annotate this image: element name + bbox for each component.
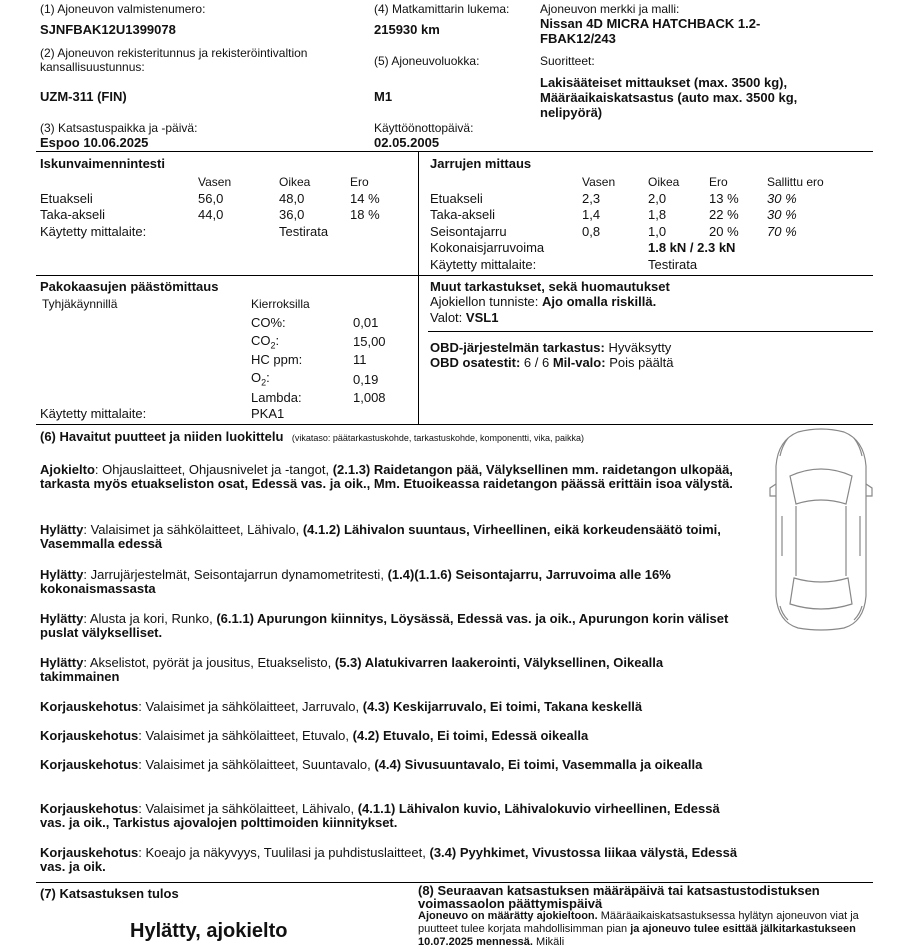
lights: Valot: VSL1	[430, 310, 499, 325]
other-title: Muut tarkastukset, sekä huomautukset	[430, 279, 670, 294]
next-text: Ajoneuvo on määrätty ajokieltoon. Määräaikaiskatsastuksessa hylätyn ajoneuvon viat ja puutteet tulee korjata mahdollisimman pian ja ajoneuvo tulee esittää jälkitarkastukseen 10.07.2025 mennessä. Mikäli	[418, 910, 859, 948]
shock-device-label: Käytetty mittalaite:	[40, 224, 147, 239]
divider	[36, 151, 873, 152]
brakes-total: 1.8 kN / 2.3 kN	[648, 240, 736, 255]
lambda-value: 1,008	[353, 390, 386, 405]
class-value: M1	[374, 89, 393, 104]
reg-value: UZM-311 (FIN)	[40, 89, 127, 104]
odometer-label: (4) Matkamittarin lukema:	[374, 2, 510, 16]
first-use-label: Käyttöönottopäivä:	[374, 121, 474, 135]
defect-item: Korjauskehotus: Valaisimet ja sähkölaitteet, Suuntavalo, (4.4) Sivusuuntavalo, Ei toimi, Vasemmalla ja oikealla	[40, 757, 703, 772]
defect-item: Korjauskehotus: Koeajo ja näkyvyys, Tuulilasi ja puhdistuslaitteet, (3.4) Pyyhkimet, Vivustossa liikaa välystä, Edessä vas. ja oik.	[40, 845, 738, 874]
divider	[36, 275, 873, 276]
obd-check: OBD-järjestelmän tarkastus: Hyväksytty	[430, 340, 672, 355]
serial-value: SJNFBAK12U1399078	[40, 22, 176, 37]
place-value: Espoo 10.06.2025	[40, 135, 149, 150]
co2-value: 15,00	[353, 334, 386, 349]
defect-item: Korjauskehotus: Valaisimet ja sähkölaitteet, Etuvalo, (4.2) Etuvalo, Ei toimi, Edessä oikealla	[40, 728, 589, 743]
shock-device: Testirata	[279, 224, 329, 239]
o2-value: 0,19	[353, 372, 379, 387]
brakes-total-label: Kokonaisjarruvoima	[430, 240, 545, 255]
defect-item: Hylätty: Alusta ja kori, Runko, (6.1.1) Apurungon kiinnitys, Löysässä, Edessä vas. ja oik., Apurungon korin väliset puslat välykselliset.	[40, 611, 729, 640]
performed-value: Lakisääteiset mittaukset (max. 3500 kg), Määräaikaiskatsastus (auto max. 3500 kg, nelipyörä)	[540, 75, 798, 120]
shock-col-left: Vasen	[198, 175, 232, 189]
defect-item: Korjauskehotus: Valaisimet ja sähkölaitteet, Lähivalo, (4.1.1) Lähivalon kuvio, Lähivalokuvio virheellinen, Edessä vas. ja oik., Tarkistus ajovalojen polttimoiden kiinnitykset.	[40, 801, 720, 830]
reg-label: (2) Ajoneuvon rekisteritunnus ja rekisteröintivaltion kansallisuustunnus:	[40, 46, 308, 74]
emissions-device: PKA1	[251, 406, 285, 421]
emissions-title: Pakokaasujen päästömittaus	[40, 279, 219, 294]
serial-label: (1) Ajoneuvon valmistenumero:	[40, 2, 206, 16]
obd-subtests: OBD osatestit: 6 / 6 Mil-valo: Pois päältä	[430, 355, 674, 370]
co-label: CO%:	[251, 315, 286, 330]
hc-value: 11	[353, 352, 367, 367]
brakes-col-left: Vasen	[582, 175, 616, 189]
defect-item: Hylätty: Jarrujärjestelmät, Seisontajarrun dynamometritesti, (1.4)(1.1.6) Seisontajarru, Jarruvoima alle 16% kokonaismassasta	[40, 567, 671, 596]
divider	[36, 424, 873, 425]
brakes-device: Testirata	[648, 257, 698, 272]
lambda-label: Lambda:	[251, 390, 302, 405]
defect-item: Hylätty: Valaisimet ja sähkölaitteet, Lähivalo, (4.1.2) Lähivalon suuntaus, Virheellinen, eikä korkeudensäätö toimi, Vasemmalla edessä	[40, 522, 721, 551]
shock-col-diff: Ero	[350, 175, 369, 189]
next-title: (8) Seuraavan katsastuksen määräpäivä tai katsastustodistuksen voimassaolon päättymispäivä	[418, 883, 820, 911]
emissions-idle-label: Tyhjäkäynnillä	[42, 297, 118, 311]
emissions-device-label: Käytetty mittalaite:	[40, 406, 147, 421]
emissions-rpm-label: Kierroksilla	[251, 297, 310, 311]
result-value: Hylätty, ajokielto	[130, 920, 288, 942]
brakes-device-label: Käytetty mittalaite:	[430, 257, 537, 272]
make-label: Ajoneuvon merkki ja malli:	[540, 2, 680, 16]
defect-item: Korjauskehotus: Valaisimet ja sähkölaitteet, Jarruvalo, (4.3) Keskijarruvalo, Ei toimi, Takana keskellä	[40, 699, 643, 714]
ban-tag: Ajokiellon tunniste: Ajo omalla riskillä.	[430, 294, 657, 309]
class-label: (5) Ajoneuvoluokka:	[374, 54, 480, 68]
divider	[428, 331, 873, 332]
result-title: (7) Katsastuksen tulos	[40, 886, 179, 901]
co-value: 0,01	[353, 315, 379, 330]
odometer-value: 215930 km	[374, 22, 440, 37]
defect-item: Ajokielto: Ohjauslaitteet, Ohjausnivelet ja -tangot, (2.1.3) Raidetangon pää, Välyksellinen mm. raidetangon ulkopää, tarkasta myös etuakseliston osat, Edessä vas. ja oik., Mm. Etuoikeassa raidetangon päässä erittäin isoa välystä.	[40, 462, 733, 491]
brakes-col-right: Oikea	[648, 175, 680, 189]
place-label: (3) Katsastuspaikka ja -päivä:	[40, 121, 198, 135]
shock-title: Iskunvaimennintesti	[40, 156, 165, 171]
first-use-value: 02.05.2005	[374, 135, 440, 150]
hc-label: HC ppm:	[251, 352, 303, 367]
o2-label: $O_2$:	[251, 370, 270, 388]
brakes-col-allowed: Sallittu ero	[767, 175, 824, 189]
divider	[418, 151, 419, 424]
defects-header: (6) Havaitut puutteet ja niiden luokittelu (vikataso: päätarkastuskohde, tarkastuskohde, komponentti, vika, paikka)	[40, 429, 585, 444]
car-top-view-icon	[768, 426, 874, 632]
brakes-title: Jarrujen mittaus	[430, 156, 532, 171]
brakes-col-diff: Ero	[709, 175, 728, 189]
defect-item: Hylätty: Akselistot, pyörät ja jousitus, Etuakselisto, (5.3) Alatukivarren laakerointi, Välyksellinen, Oikealla takimmainen	[40, 655, 664, 684]
performed-label: Suoritteet:	[540, 54, 595, 68]
co2-label: $CO_2$:	[251, 333, 280, 351]
shock-col-right: Oikea	[279, 175, 311, 189]
make-value: Nissan 4D MICRA HATCHBACK 1.2-FBAK12/243	[540, 16, 761, 46]
